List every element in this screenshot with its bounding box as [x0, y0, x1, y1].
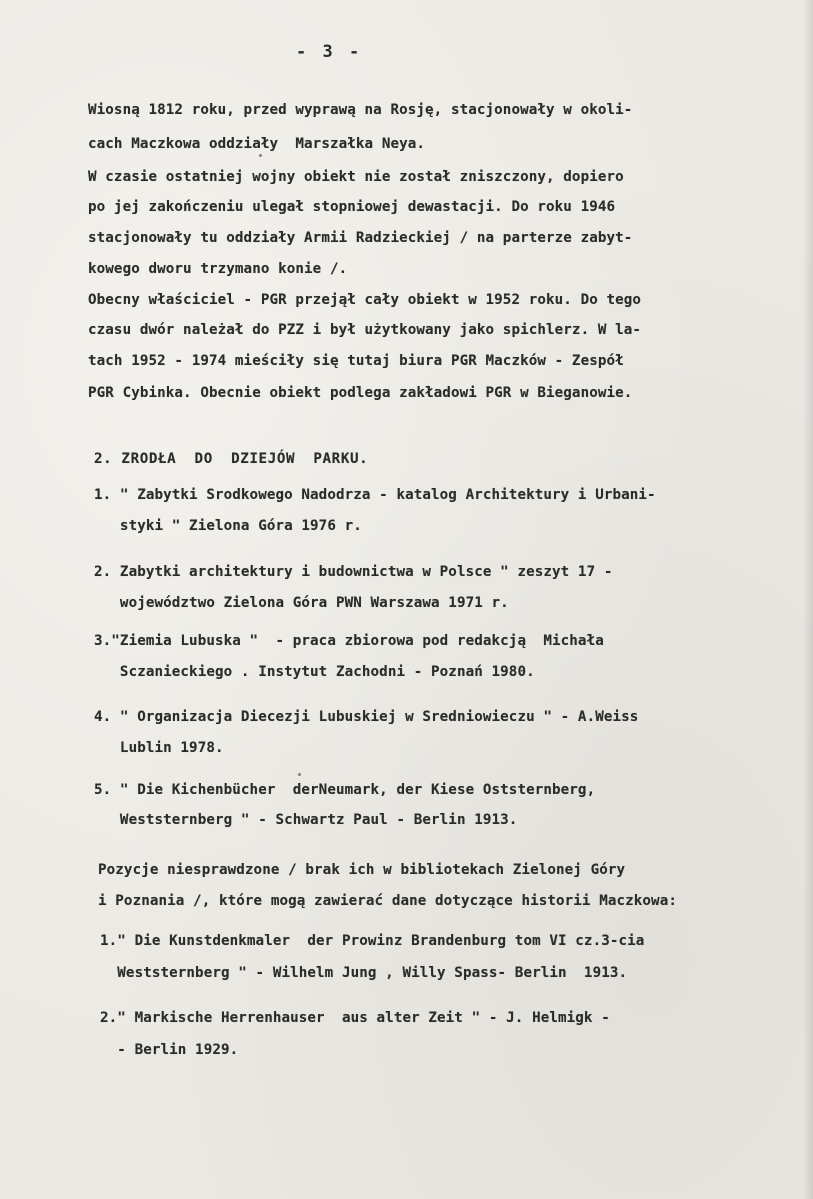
page-number: - 3 -: [296, 42, 363, 62]
text-line: Wiosną 1812 roku, przed wyprawą na Rosję, stacjonowały w okoli-: [88, 102, 633, 118]
text-line: W czasie ostatniej wojny obiekt nie został zniszczony, dopiero: [88, 169, 624, 185]
text-line: kowego dworu trzymano konie /.: [88, 261, 348, 277]
text-line: Weststernberg " - Schwartz Paul - Berlin 1913.: [94, 812, 518, 828]
text-line: 4. " Organizacja Diecezji Lubuskiej w Sredniowieczu " - A.Weiss: [94, 709, 639, 725]
text-line: Lublin 1978.: [94, 740, 224, 756]
text-line: 1." Die Kunstdenkmaler der Prowinz Brandenburg tom VI cz.3-cia: [100, 933, 645, 949]
text-line: cach Maczkowa oddziały Marszałka Neya.: [88, 136, 426, 152]
section-heading: 2. ZRODŁA DO DZIEJÓW PARKU.: [94, 451, 369, 467]
text-line: 2." Markische Herrenhauser aus alter Zeit " - J. Helmigk -: [100, 1010, 610, 1026]
text-line: Weststernberg " - Wilhelm Jung , Willy Spass- Berlin 1913.: [100, 965, 628, 981]
text-line: 3."Ziemia Lubuska " - praca zbiorowa pod redakcją Michała: [94, 633, 604, 649]
text-line: tach 1952 - 1974 mieściły się tutaj biura PGR Maczków - Zespół: [88, 353, 624, 369]
text-line: styki " Zielona Góra 1976 r.: [94, 518, 362, 534]
text-line: czasu dwór należał do PZZ i był użytkowany jako spichlerz. W la-: [88, 322, 642, 338]
text-line: Pozycje niesprawdzone / brak ich w bibliotekach Zielonej Góry: [98, 862, 626, 878]
page-edge-shadow: [803, 0, 813, 1199]
text-line: PGR Cybinka. Obecnie obiekt podlega zakładowi PGR w Bieganowie.: [88, 385, 633, 401]
text-line: po jej zakończeniu ulegał stopniowej dewastacji. Do roku 1946: [88, 199, 616, 215]
text-line: stacjonowały tu oddziały Armii Radzieckiej / na parterze zabyt-: [88, 230, 633, 246]
text-line: Sczanieckiego . Instytut Zachodni - Poznań 1980.: [94, 664, 535, 680]
text-line: 2. Zabytki architektury i budownictwa w Polsce " zeszyt 17 -: [94, 564, 613, 580]
text-line: 5. " Die Kichenbücher derNeumark, der Kiese Oststernberg,: [94, 782, 596, 798]
text-line: - Berlin 1929.: [100, 1042, 239, 1058]
text-line: 1. " Zabytki Srodkowego Nadodrza - katalog Architektury i Urbani-: [94, 487, 656, 503]
ink-blot: [298, 773, 301, 776]
ink-blot: [259, 154, 262, 157]
text-line: województwo Zielona Góra PWN Warszawa 1971 r.: [94, 595, 509, 611]
text-line: i Poznania /, które mogą zawierać dane dotyczące historii Maczkowa:: [98, 893, 677, 909]
text-line: Obecny właściciel - PGR przejął cały obiekt w 1952 roku. Do tego: [88, 292, 642, 308]
